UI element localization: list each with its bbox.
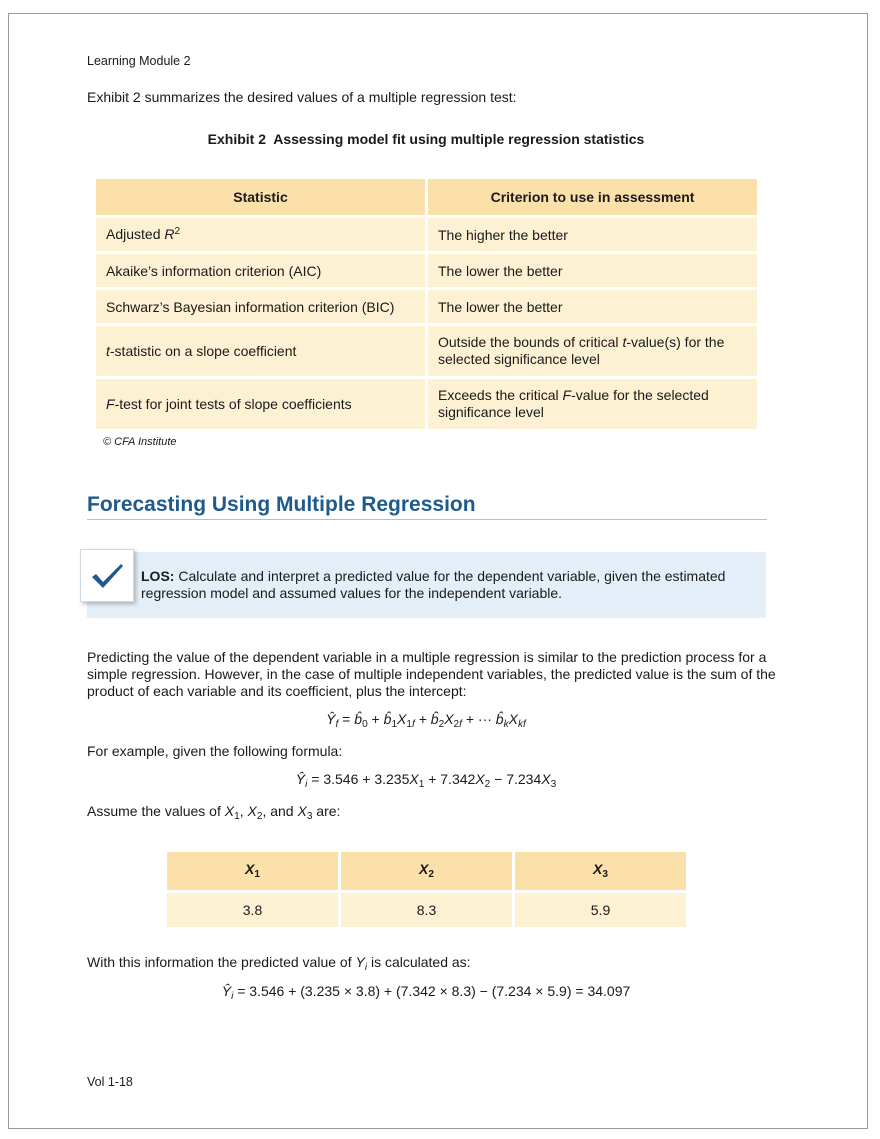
- value-cell: 3.8: [167, 893, 338, 927]
- criterion-cell: Exceeds the critical F-value for the selected significance level: [428, 379, 757, 429]
- statistic-cell: F-test for joint tests of slope coefficients: [96, 379, 425, 429]
- page-header: Learning Module 2: [87, 54, 191, 68]
- checkmark-icon: [80, 549, 134, 602]
- result-intro: With this information the predicted value of $Y_i$ is calculated as:: [87, 954, 471, 974]
- table-header-row: [167, 852, 686, 890]
- column-header: $X_3$: [515, 852, 686, 890]
- value-cell: 8.3: [341, 893, 512, 927]
- table-row: [167, 893, 686, 927]
- criterion-cell: The higher the better: [428, 218, 757, 251]
- intro-text: Exhibit 2 summarizes the desired values of a multiple regression test:: [87, 89, 517, 105]
- example-equation-text: $Ŷ_i = 3.546 + 3.235X_1 + 7.342X_2 - 7.234X_3$: [295, 771, 557, 791]
- table-row: [96, 254, 757, 287]
- section-title: Forecasting Using Multiple Regression: [87, 493, 476, 516]
- los-text: [141, 568, 751, 602]
- example-intro: For example, given the following formula:: [87, 743, 343, 759]
- general-equation-text: $Ŷ_f$ = $b̂_0$ + $b̂_1X_{1f}$ + $b̂_2X_{2f}$ + ··· $b̂_kX_{kf}$: [326, 711, 526, 731]
- los-label: LOS:: [141, 568, 175, 584]
- table-row: [96, 379, 757, 429]
- criterion-cell: The lower the better: [428, 290, 757, 323]
- column-header: Criterion to use in assessment: [428, 179, 757, 215]
- page-footer: Vol 1-18: [87, 1075, 133, 1089]
- criterion-cell: The lower the better: [428, 254, 757, 287]
- example-equation: [0, 771, 852, 790]
- statistic-cell: Schwarz’s Bayesian information criterion (BIC): [96, 290, 425, 323]
- statistic-cell: Akaike’s information criterion (AIC): [96, 254, 425, 287]
- column-header: $X_2$: [341, 852, 512, 890]
- criterion-cell: Outside the bounds of critical t-value(s) for the selected significance level: [428, 326, 757, 376]
- values-table: [164, 849, 689, 930]
- los-description: Calculate and interpret a predicted value for the dependent variable, given the estimated regression model and assumed values for the independent variable.: [141, 568, 726, 601]
- exhibit-credit: © CFA Institute: [103, 436, 177, 448]
- section-divider: [87, 519, 767, 520]
- column-header: Statistic: [96, 179, 425, 215]
- table-row: [96, 326, 757, 376]
- statistic-cell: Adjusted $R^2$: [96, 218, 425, 251]
- value-cell: 5.9: [515, 893, 686, 927]
- result-equation-text: $Ŷ_i = 3.546 + (3.235 \times 3.8) + (7.342 \times 8.3) - (7.234 \times 5.9) = 34.097$: [221, 983, 631, 1003]
- statistic-cell: t-statistic on a slope coefficient: [96, 326, 425, 376]
- table-row: [96, 218, 757, 251]
- result-equation: [0, 983, 852, 1002]
- exhibit-table: [93, 176, 760, 432]
- general-equation: [0, 711, 852, 730]
- assume-text: Assume the values of $X_1$, $X_2$, and $X_3$ are:: [87, 803, 341, 823]
- exhibit-title: Exhibit 2 Assessing model fit using multiple regression statistics: [207, 131, 645, 147]
- column-header: $X_1$: [167, 852, 338, 890]
- table-row: [96, 290, 757, 323]
- table-header-row: [96, 179, 757, 215]
- body-paragraph: Predicting the value of the dependent variable in a multiple regression is similar to the prediction process for a simple regression. However, in the case of multiple independent variables, the predicted value is the sum of the product of each variable and its coefficient, plus the intercept:: [87, 649, 776, 699]
